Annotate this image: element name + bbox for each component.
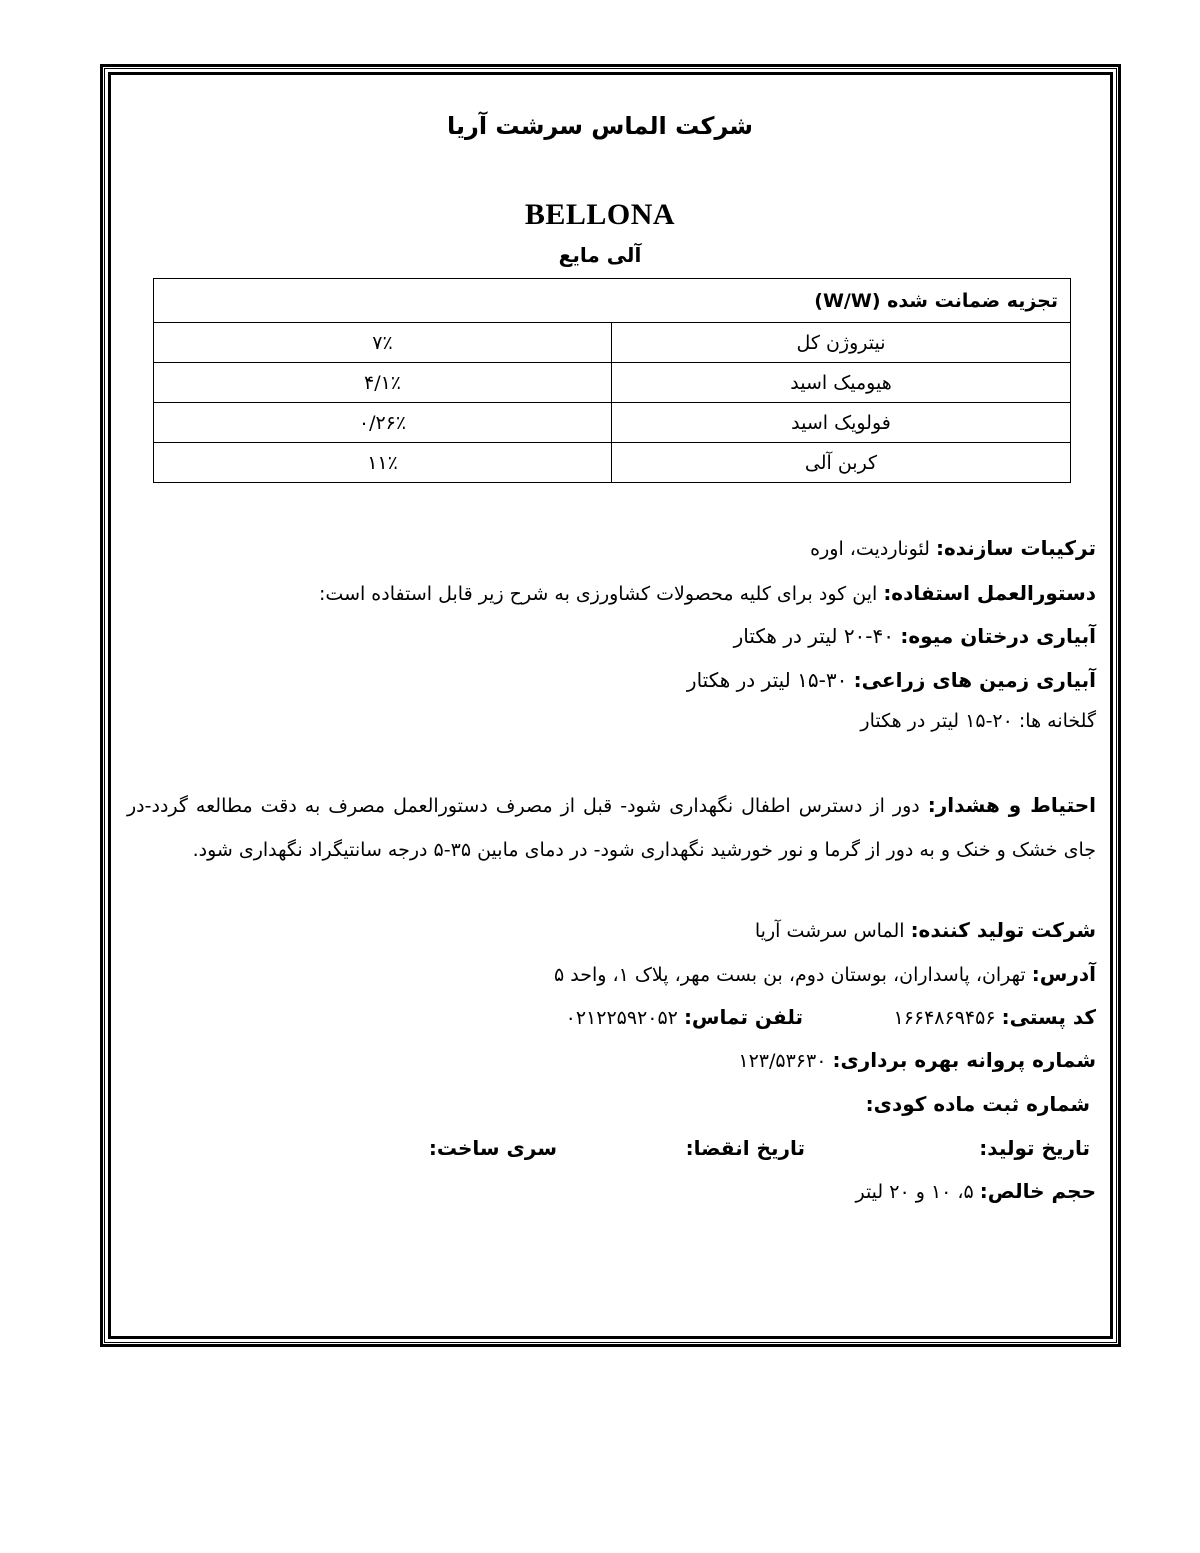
address-line (554, 962, 1096, 986)
registration-label: شماره ثبت ماده کودی: (865, 1092, 1090, 1116)
nutrient-name: فولویک اسید (612, 403, 1071, 443)
farmland-label: آبیاری زمین های زراعی: (853, 668, 1096, 692)
phone-value: ۰۲۱۲۲۵۹۲۰۵۲ (565, 1007, 684, 1029)
orchard-line (734, 624, 1096, 648)
nutrient-name: هیومیک اسید (612, 363, 1071, 403)
registration-line (866, 1092, 1090, 1116)
phone-line (566, 1005, 803, 1029)
net-volume-line (855, 1179, 1096, 1203)
license-line (738, 1048, 1096, 1072)
address-value: تهران، پاسداران، بوستان دوم، بن بست مهر، پلاک ۱، واحد ۵ (554, 964, 1032, 986)
manufacturer-label: شرکت تولید کننده: (910, 918, 1096, 942)
production-date-line (979, 1136, 1090, 1160)
expiry-date-label: تاریخ انقضا: (685, 1136, 805, 1160)
table-row (154, 403, 1071, 443)
nutrient-value: ۰/۲۶٪ (154, 403, 612, 443)
usage-line (319, 581, 1096, 605)
table-row (154, 443, 1071, 483)
farmland-value: ۳۰-۱۵ لیتر در هکتار (686, 668, 854, 692)
net-volume-label: حجم خالص: (979, 1179, 1096, 1203)
postal-code-line (893, 1005, 1096, 1029)
composition-label: ترکیبات سازنده: (935, 536, 1096, 560)
nutrient-name: نیتروژن کل (612, 323, 1071, 363)
usage-value: این کود برای کلیه محصولات کشاورزی به شرح زیر قابل استفاده است: (319, 583, 884, 605)
phone-label: تلفن تماس: (683, 1005, 803, 1029)
postal-code-value: ۱۶۶۴۸۶۹۴۵۶ (893, 1007, 1002, 1029)
nutrient-name: کربن آلی (612, 443, 1071, 483)
company-title: شرکت الماس سرشت آریا (446, 112, 754, 140)
product-name: BELLONA (524, 198, 676, 231)
product-type: آلی مایع (558, 243, 642, 267)
usage-label: دستورالعمل استفاده: (883, 581, 1096, 605)
composition-line (810, 536, 1096, 560)
batch-label: سری ساخت: (428, 1136, 557, 1160)
guaranteed-analysis-table (153, 278, 1071, 483)
nutrient-value: ۷٪ (154, 323, 612, 363)
nutrient-value: ۴/۱٪ (154, 363, 612, 403)
batch-line (429, 1136, 557, 1160)
composition-value: لئوناردیت، اوره (810, 538, 936, 560)
manufacturer-line (755, 918, 1096, 942)
net-volume-value: ۵، ۱۰ و ۲۰ لیتر (855, 1181, 980, 1203)
license-value: ۱۲۳/۵۳۶۳۰ (738, 1050, 833, 1072)
warning-paragraph (127, 783, 1096, 872)
farmland-line (687, 668, 1096, 692)
manufacturer-value: الماس سرشت آریا (754, 920, 911, 942)
nutrient-value: ۱۱٪ (154, 443, 612, 483)
table-title: تجزیه ضمانت شده (W/W) (154, 279, 1071, 323)
table-row (154, 323, 1071, 363)
table-header-row (154, 279, 1071, 323)
production-date-label: تاریخ تولید: (979, 1136, 1090, 1160)
address-label: آدرس: (1031, 962, 1096, 986)
greenhouse-line: گلخانه ها: ۲۰-۱۵ لیتر در هکتار (860, 710, 1096, 732)
postal-code-label: کد پستی: (1001, 1005, 1096, 1029)
license-label: شماره پروانه بهره برداری: (832, 1048, 1096, 1072)
warning-value: دور از دسترس اطفال نگهداری شود- قبل از مصرف دستورالعمل مصرف به دقت مطالعه گردد-در جای خشک و خنک و به دور از گرما و نور خورشید نگهداری شود- در دمای مابین ۳۵-۵ درجه سانتیگراد نگهداری شود. (127, 795, 1096, 861)
warning-label: احتیاط و هشدار: (927, 793, 1097, 817)
orchard-value: ۴۰-۲۰ لیتر در هکتار (733, 624, 901, 648)
expiry-date-line (686, 1136, 805, 1160)
orchard-label: آبیاری درختان میوه: (900, 624, 1096, 648)
table-row (154, 363, 1071, 403)
